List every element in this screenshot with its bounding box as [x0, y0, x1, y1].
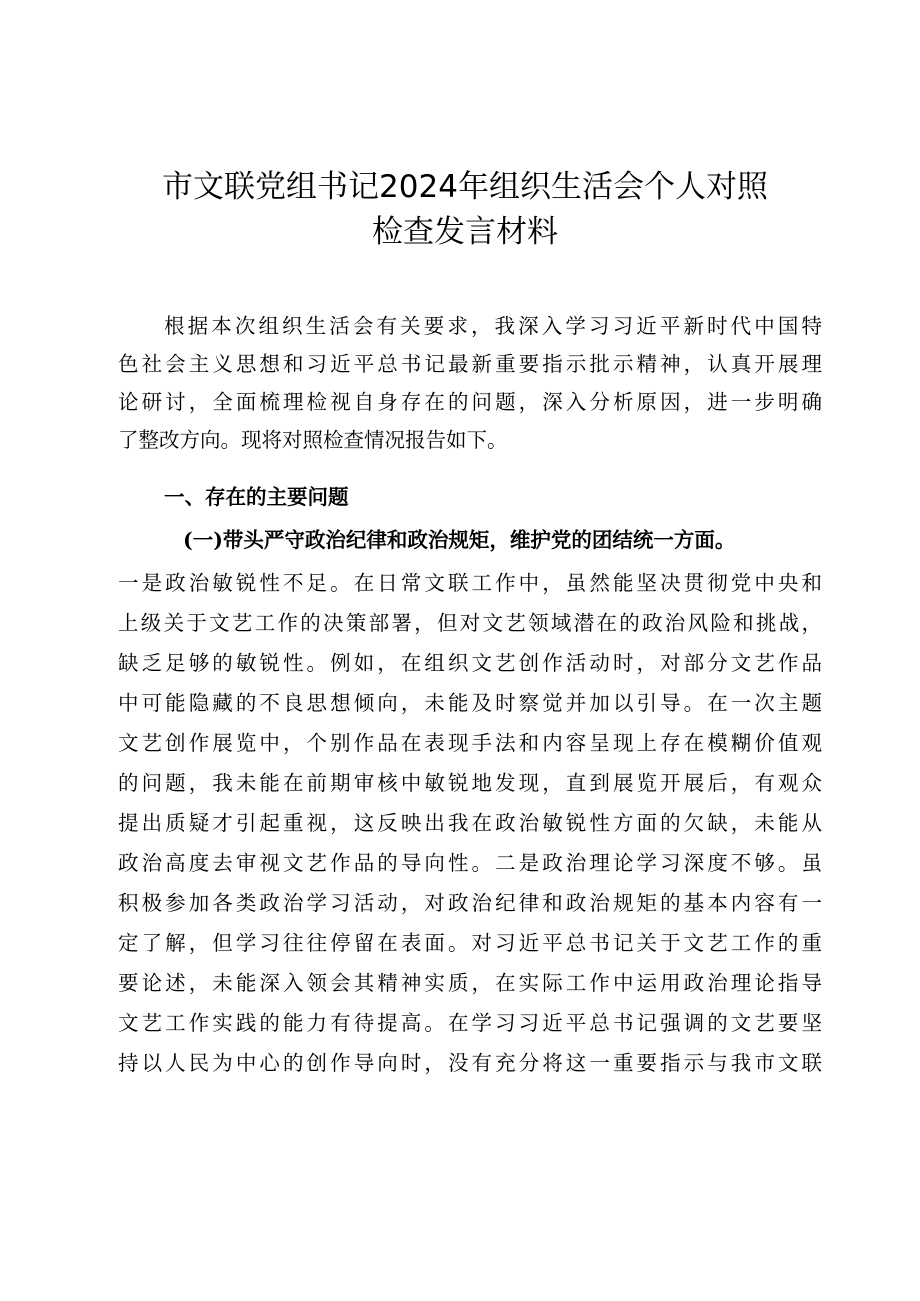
body-line: 提出质疑才引起重视，这反映出我在政治敏锐性方面的欠缺，未能从	[118, 811, 822, 835]
intro-line: 了整改方向。现将对照检查情况报告如下。	[118, 428, 508, 452]
body-line: 政治高度去审视文艺作品的导向性。二是政治理论学习深度不够。虽	[118, 851, 822, 875]
section-heading: 一、存在的主要问题	[164, 485, 349, 509]
intro-line: 论研讨，全面梳理检视自身存在的问题，深入分析原因，进一步明确	[118, 390, 822, 414]
document-title-line-2: 检查发言材料	[372, 214, 558, 250]
body-line: 持以人民为中心的创作导向时，没有充分将这一重要指示与我市文联	[118, 1051, 822, 1075]
intro-line: 色社会主义思想和习近平总书记最新重要指示批示精神，认真开展理	[118, 352, 822, 376]
body-line: 文艺工作实践的能力有待提高。在学习习近平总书记强调的文艺要坚	[118, 1011, 822, 1035]
body-line: 上级关于文艺工作的决策部署，但对文艺领域潜在的政治风险和挑战，	[118, 611, 822, 635]
body-line: 积极参加各类政治学习活动，对政治纪律和政治规矩的基本内容有一	[118, 891, 822, 915]
body-line: 的问题，我未能在前期审核中敏锐地发现，直到展览开展后，有观众	[118, 771, 822, 795]
body-line: 中可能隐藏的不良思想倾向，未能及时察觉并加以引导。在一次主题	[118, 691, 822, 715]
body-line: 要论述，未能深入领会其精神实质，在实际工作中运用政治理论指导	[118, 971, 822, 995]
subsection-heading: (一)带头严守政治纪律和政治规矩，维护党的团结统一方面。	[183, 528, 736, 552]
body-line: 定了解，但学习往往停留在表面。对习近平总书记关于文艺工作的重	[118, 931, 822, 955]
intro-line: 根据本次组织生活会有关要求，我深入学习习近平新时代中国特	[164, 314, 822, 338]
body-line: 缺乏足够的敏锐性。例如，在组织文艺创作活动时，对部分文艺作品	[118, 651, 822, 675]
document-title-line-1: 市文联党组书记2024年组织生活会个人对照	[162, 169, 768, 205]
body-line: 一是政治敏锐性不足。在日常文联工作中，虽然能坚决贯彻党中央和	[118, 571, 822, 595]
body-line: 文艺创作展览中，个别作品在表现手法和内容呈现上存在模糊价值观	[118, 731, 822, 755]
